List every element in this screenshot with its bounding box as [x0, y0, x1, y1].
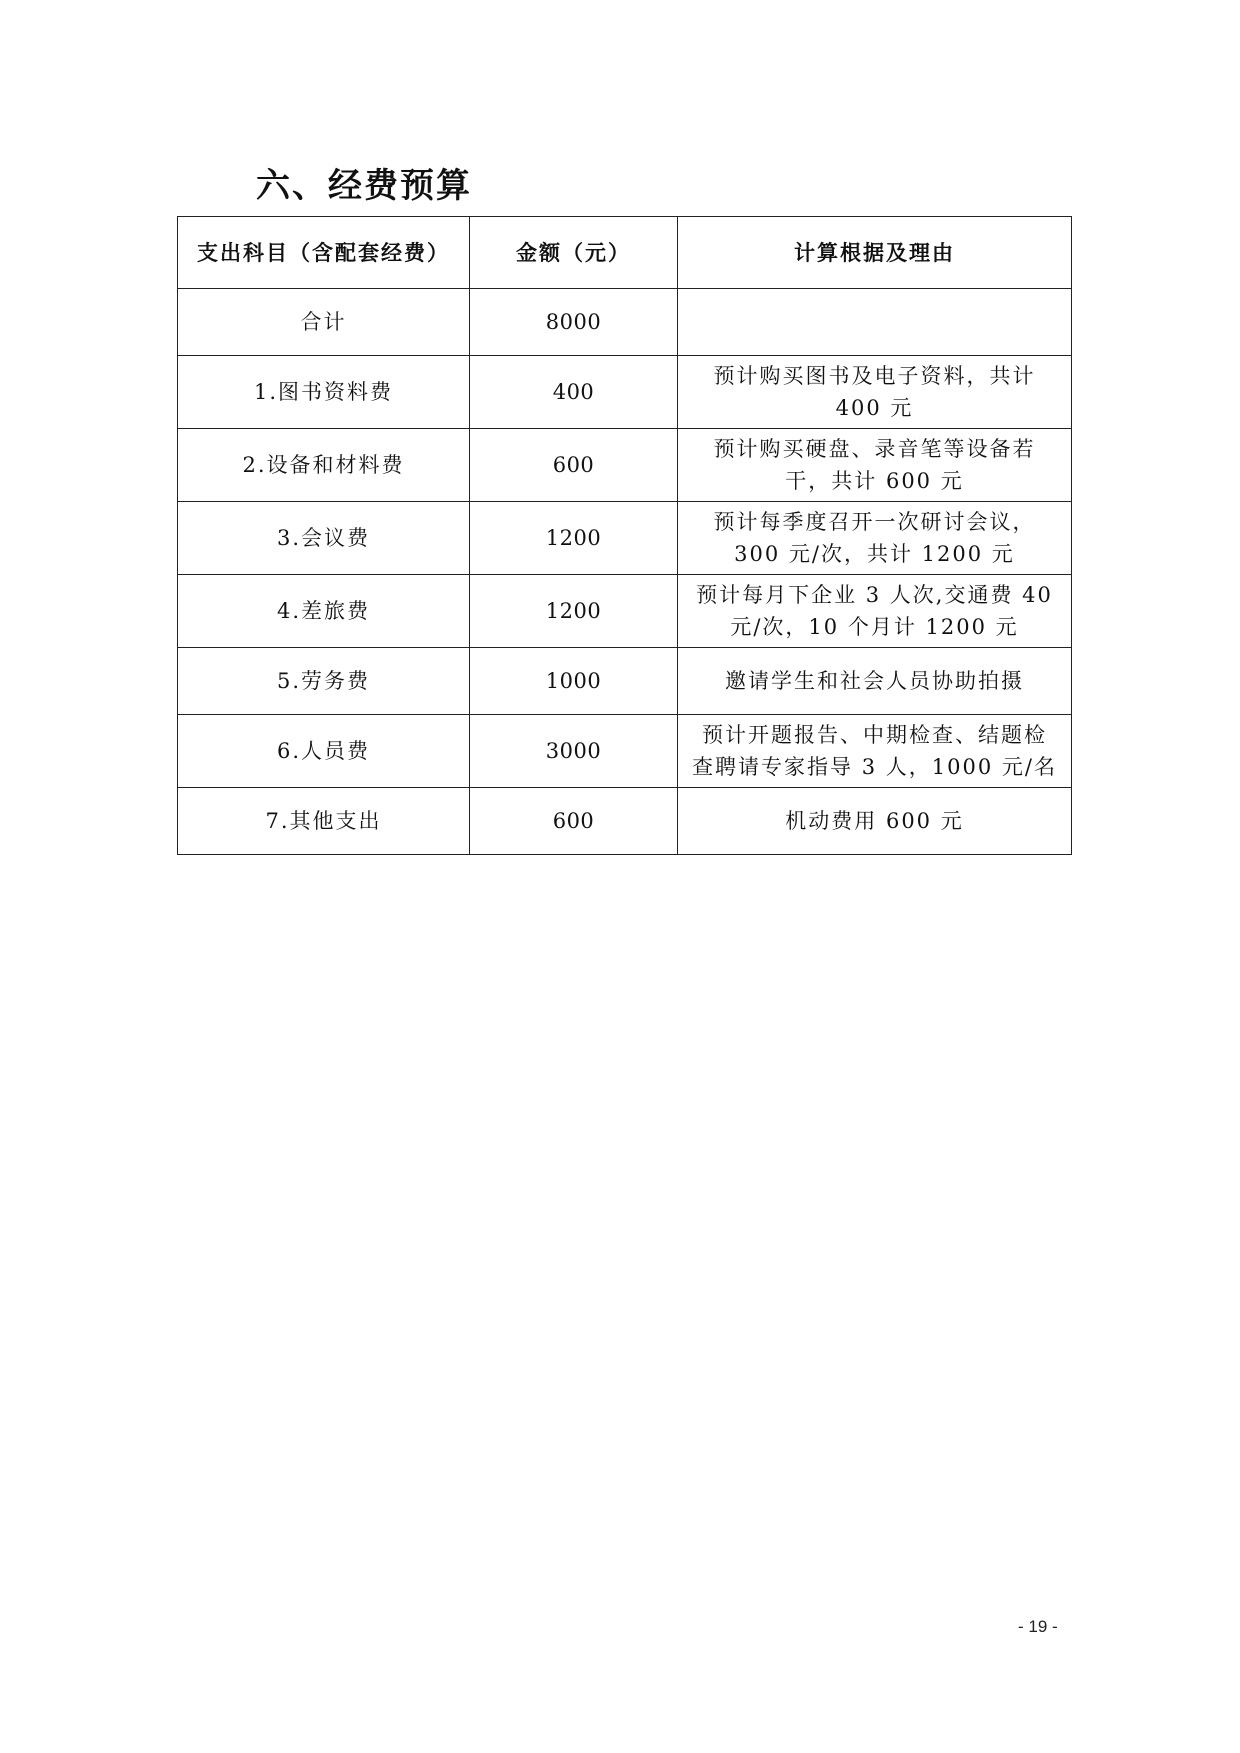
header-amount: 金额（元）	[470, 217, 678, 289]
table-row	[178, 502, 1072, 575]
expense-amount: 1000	[470, 648, 678, 715]
budget-table	[177, 216, 1072, 855]
expense-reason	[678, 575, 1072, 648]
expense-reason	[678, 289, 1072, 356]
table-row-total	[178, 289, 1072, 356]
expense-amount: 3000	[470, 715, 678, 788]
expense-item: 5.劳务费	[178, 648, 470, 715]
reason-line: 300 元/次，共计 1200 元	[734, 542, 1015, 566]
expense-reason	[678, 502, 1072, 575]
expense-amount: 1200	[470, 575, 678, 648]
expense-reason	[678, 715, 1072, 788]
expense-amount: 600	[470, 429, 678, 502]
expense-item: 1.图书资料费	[178, 356, 470, 429]
table-row	[178, 715, 1072, 788]
reason-line: 预计每季度召开一次研讨会议，	[713, 510, 1036, 534]
reason-line: 400 元	[835, 396, 914, 420]
expense-item: 3.会议费	[178, 502, 470, 575]
expense-amount: 8000	[470, 289, 678, 356]
table-row	[178, 575, 1072, 648]
expense-amount: 1200	[470, 502, 678, 575]
table-row	[178, 788, 1072, 855]
expense-reason	[678, 356, 1072, 429]
reason-line: 预计开题报告、中期检查、结题检	[702, 723, 1047, 747]
expense-item: 4.差旅费	[178, 575, 470, 648]
header-expense-item: 支出科目（含配套经费）	[178, 217, 470, 289]
section-title: 六、经费预算	[256, 166, 472, 206]
table-row	[178, 429, 1072, 502]
expense-item: 合计	[178, 289, 470, 356]
expense-amount: 600	[470, 788, 678, 855]
reason-line: 预计购买图书及电子资料，共计	[713, 364, 1036, 388]
reason-line: 预计每月下企业 3 人次,交通费 40	[696, 583, 1053, 607]
table-header-row	[178, 217, 1072, 289]
expense-amount: 400	[470, 356, 678, 429]
expense-item: 2.设备和材料费	[178, 429, 470, 502]
table-row	[178, 648, 1072, 715]
reason-line: 预计购买硬盘、录音笔等设备若	[713, 437, 1036, 461]
expense-reason: 邀请学生和社会人员协助拍摄	[678, 648, 1072, 715]
expense-reason	[678, 429, 1072, 502]
page-number: - 19 -	[1018, 1617, 1058, 1636]
expense-item: 6.人员费	[178, 715, 470, 788]
header-reason: 计算根据及理由	[678, 217, 1072, 289]
reason-line: 元/次，10 个月计 1200 元	[730, 615, 1019, 639]
reason-line: 干，共计 600 元	[785, 469, 964, 493]
expense-reason: 机动费用 600 元	[678, 788, 1072, 855]
table-row	[178, 356, 1072, 429]
expense-item: 7.其他支出	[178, 788, 470, 855]
reason-line: 查聘请专家指导 3 人，1000 元/名	[692, 755, 1057, 779]
